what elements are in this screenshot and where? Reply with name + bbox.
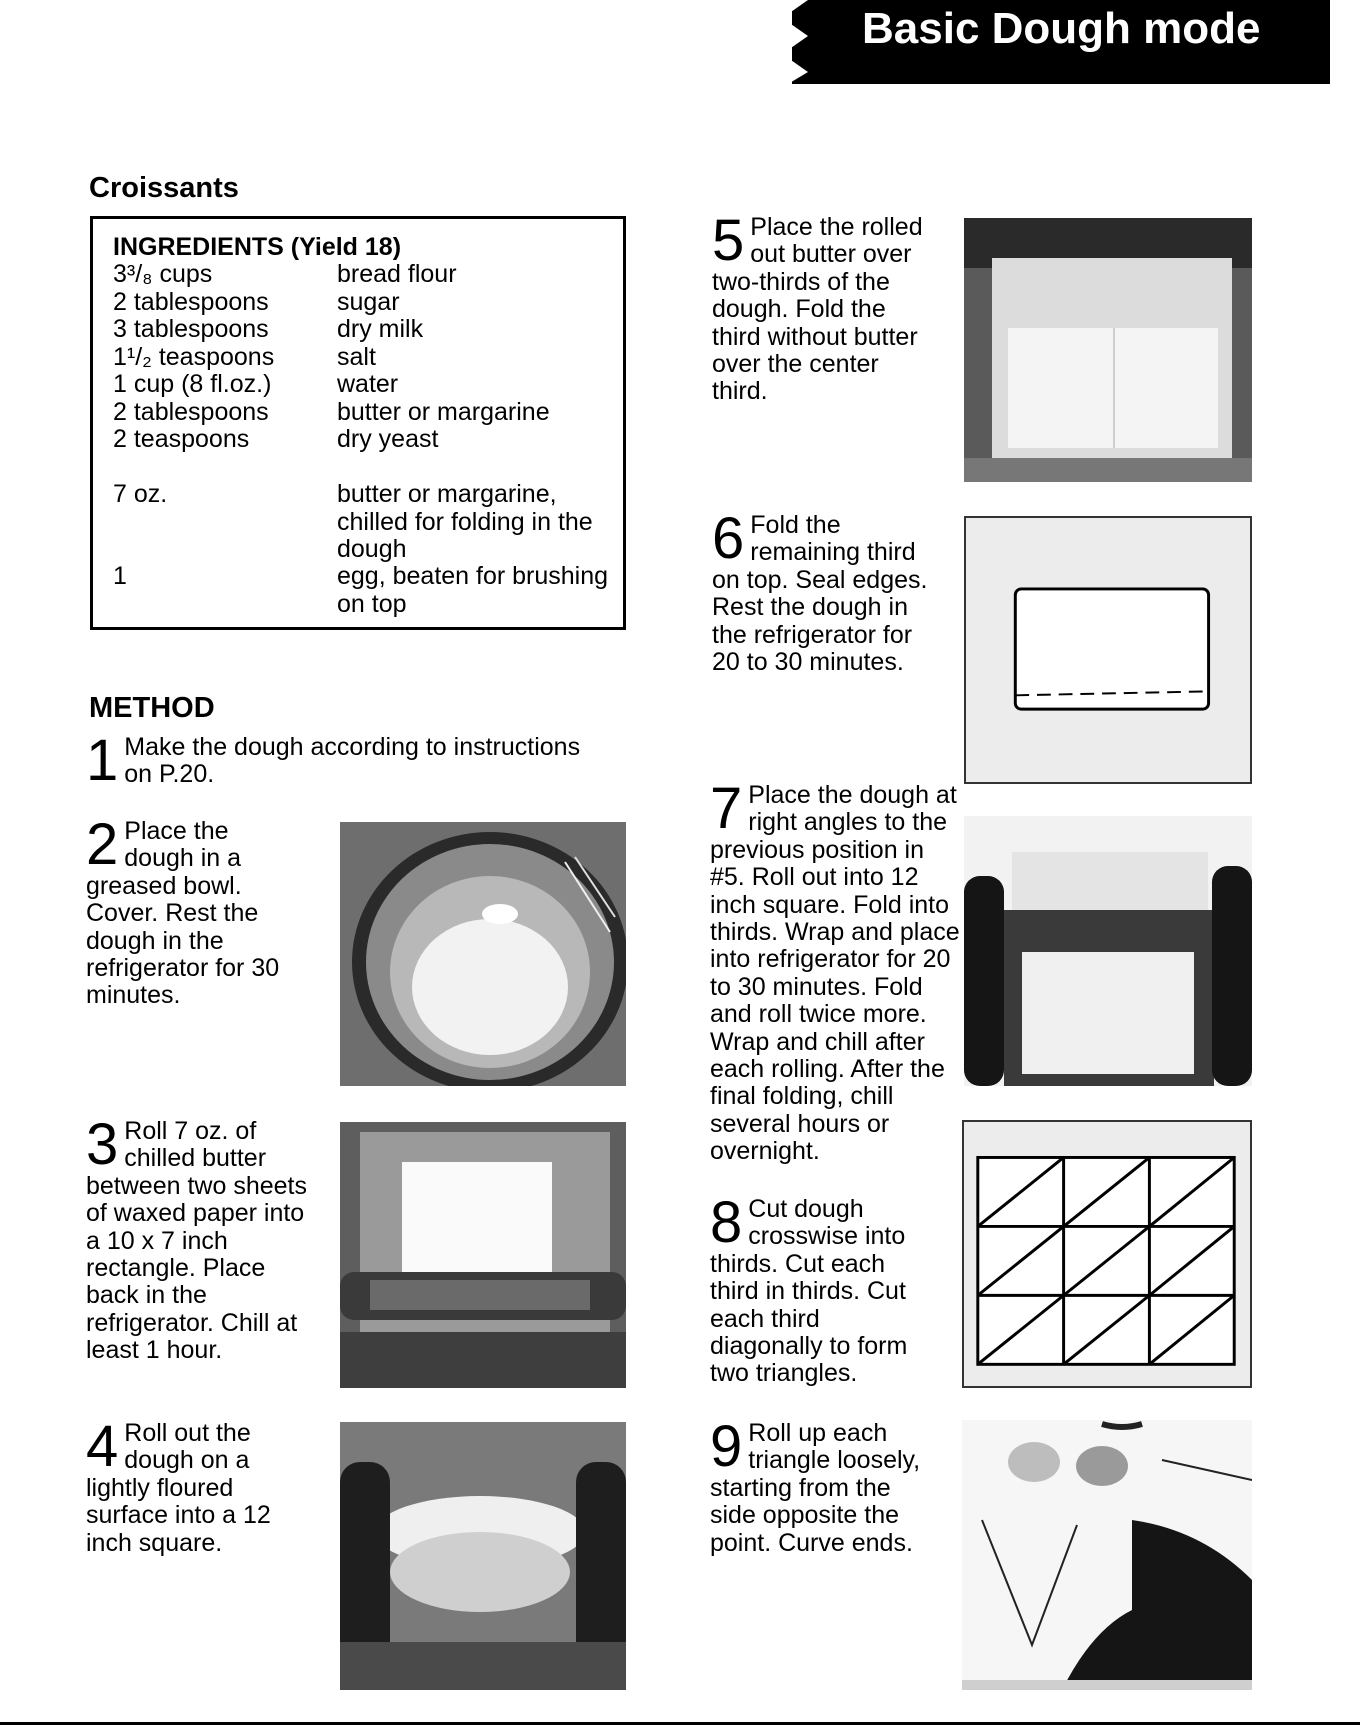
ingredient-name: egg, beaten for brushing on top [337,562,609,618]
ingredient-quantity: 3³/₈ cups [113,260,213,288]
step-text: Roll up each triangle loosely, starting from the side opposite the point. Curve ends. [710,1419,921,1557]
ingredient-name: sugar [337,287,400,316]
step-number: 2 [86,812,119,877]
cutting-grid-diagram [962,1120,1252,1388]
step-text: Place the dough in a greased bowl. Cover. Rest the dough in the refrigerator for 30 minutes. [86,817,280,1010]
ingredient-name: butter or margarine, chilled for folding in the dough [337,480,593,563]
ingredient-quantity: 1 cup (8 fl.oz.) [113,370,272,398]
butter-on-dough-photo [964,218,1252,482]
step-text: Make the dough according to instructions on P.20. [124,733,581,789]
step-number: 3 [86,1112,119,1177]
ingredient-quantity: 1¹/₂ teaspoons [113,342,275,371]
method-step [710,1190,930,1388]
ingredients-heading: INGREDIENTS (Yield 18) [113,233,402,261]
ingredient-quantity: 7 oz. [113,480,168,508]
method-step [710,1414,935,1557]
method-step [712,208,932,406]
step-number: 8 [710,1190,743,1255]
ingredient-name: salt [337,342,376,371]
arrow-notch-icon [788,0,824,84]
ingredient-name: butter or margarine [337,397,550,426]
recipe-title: Croissants [89,172,239,204]
page-title: Basic Dough mode [862,4,1261,53]
method-step [712,506,932,677]
folded-dough-diagram [964,516,1252,784]
step-number: 5 [712,208,745,273]
ingredients-box [90,216,626,630]
dough-rolling-photo [340,1422,626,1690]
step-number: 1 [86,728,119,793]
ingredient-name: dry yeast [337,425,439,453]
method-step [86,1112,311,1365]
step-number: 7 [710,776,743,841]
ingredient-quantity: 3 tablespoons [113,315,269,343]
bowl-photo [340,822,626,1086]
method-step [710,776,962,1166]
butter-rolling-photo [340,1122,626,1388]
ingredient-name: bread flour [337,260,457,288]
step-number: 6 [712,506,745,571]
step-number: 4 [86,1414,119,1479]
ingredient-name: dry milk [337,315,424,343]
ingredient-quantity: 2 tablespoons [113,287,269,316]
step-text: Roll 7 oz. of chilled butter between two sheets of waxed paper into a 10 x 7 inch rectangle. Place back in the refrigerator. Chill at least 1 hour. [86,1117,307,1365]
method-step [86,728,586,793]
step-text: Fold the remaining third on top. Seal edges. Rest the dough in the refrigerator for 20 to 30 minutes. [712,511,928,677]
method-title: METHOD [89,692,215,724]
method-step [86,812,296,1010]
step-text: Roll out the dough on a lightly floured surface into a 12 inch square. [86,1419,271,1557]
step-number: 9 [710,1414,743,1479]
ingredient-quantity: 2 tablespoons [113,397,269,426]
method-step [86,1414,311,1557]
step-text: Cut dough crosswise into thirds. Cut each third in thirds. Cut each third diagonally to form two triangles. [710,1195,908,1388]
ingredient-name: water [337,370,399,398]
rolling-triangles-photo [962,1420,1252,1690]
ingredient-quantity: 2 teaspoons [113,425,250,453]
dough-square-photo [964,816,1252,1086]
ingredient-quantity: 1 [113,562,127,590]
step-text: Place the rolled out butter over two-thirds of the dough. Fold the third without butter over the center third. [712,213,923,406]
bottom-rule [0,1722,1360,1725]
step-text: Place the dough at right angles to the previous position in #5. Roll out into 12 inch square. Fold into thirds. Wrap and place into refrigerator for 20 to 30 minutes. Fold and roll twice more. Wrap and chill after each rolling. After the final folding, chill several hours or overnight. [710,781,960,1166]
page-header-bar [792,0,1330,84]
